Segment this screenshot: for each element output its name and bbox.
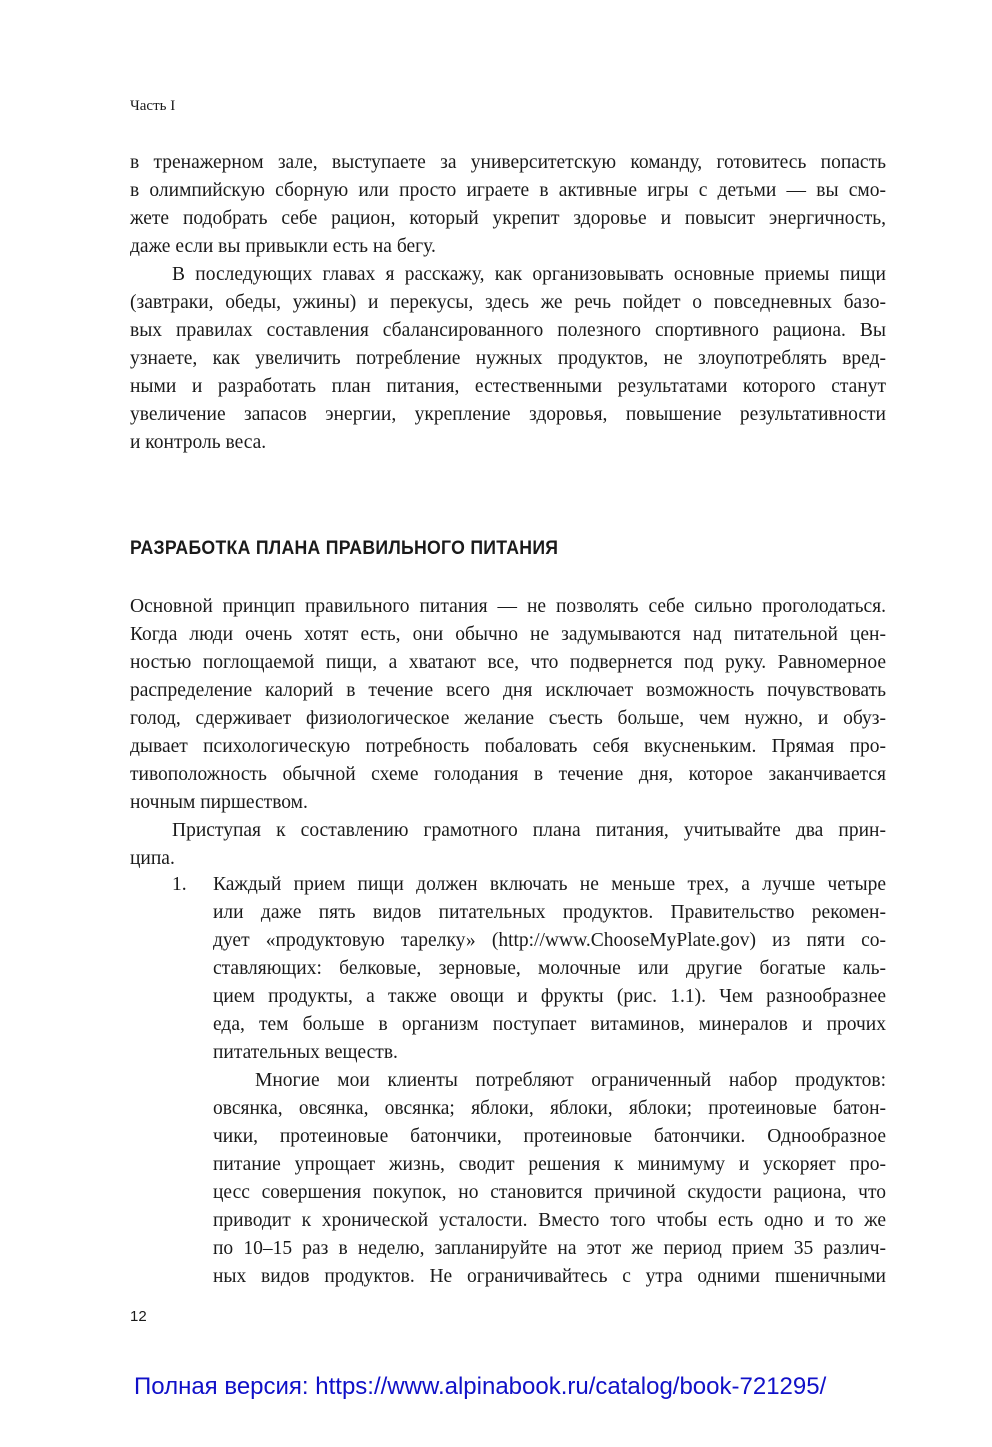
text-line: или даже пять видов питательных продуктов. Правительство рекомен- bbox=[213, 902, 886, 923]
text-line: дует «продуктовую тарелку» (http://www.ChooseMyPlate.gov) из пяти со- bbox=[213, 930, 886, 951]
text-line: голод, сдерживает физиологическое желание съесть больше, чем нужно, и обуз- bbox=[130, 708, 886, 729]
text-line: Основной принцип правильного питания — не позволять себе сильно проголодаться. bbox=[130, 596, 886, 617]
text-line: дывает психологическую потребность побаловать себя вкусненьким. Прямая про- bbox=[130, 736, 886, 757]
text-line: в тренажерном зале, выступаете за университетскую команду, готовитесь попасть bbox=[130, 152, 886, 173]
text-line: (завтраки, обеды, ужины) и перекусы, здесь же речь пойдет о повседневных базо- bbox=[130, 292, 886, 313]
full-version-link[interactable]: Полная версия: https://www.alpinabook.ru/catalog/book-721295/ bbox=[134, 1373, 827, 1400]
text-line: Каждый прием пищи должен включать не меньше трех, а лучше четыре bbox=[213, 874, 886, 895]
section-paragraph bbox=[130, 593, 886, 873]
text-line: ставляющих: белковые, зерновые, молочные или другие богатые каль- bbox=[213, 958, 886, 979]
text-line: жете подобрать себе рацион, который укрепит здоровье и повысит энергичность, bbox=[130, 208, 886, 229]
text-line: цесс совершения покупок, но становится причиной скудости рациона, что bbox=[213, 1182, 886, 1203]
text-line: Приступая к составлению грамотного плана питания, учитывайте два прин- bbox=[172, 820, 886, 841]
text-line: цием продукты, а также овощи и фрукты (рис. 1.1). Чем разнообразнее bbox=[213, 986, 886, 1007]
page-number: 12 bbox=[130, 1308, 147, 1325]
text-line: ностью поглощаемой пищи, а хватают все, что подвернется под руку. Равномерное bbox=[130, 652, 886, 673]
text-line: ципа. bbox=[130, 848, 175, 869]
text-line: узнаете, как увеличить потребление нужных продуктов, не злоупотреблять вред- bbox=[130, 348, 886, 369]
text-line: овсянка, овсянка, овсянка; яблоки, яблоки, яблоки; протеиновые батон- bbox=[213, 1098, 886, 1119]
list-item bbox=[213, 871, 886, 1291]
text-line: приводит к хронической усталости. Вместо того чтобы есть одно и то же bbox=[213, 1210, 886, 1231]
text-line: распределение калорий в течение всего дня исключает возможность почувствовать bbox=[130, 680, 886, 701]
running-head: Часть I bbox=[130, 98, 176, 114]
text-line: ночным пиршеством. bbox=[130, 792, 308, 813]
text-line: вых правилах составления сбалансированного полезного спортивного рациона. Вы bbox=[130, 320, 886, 341]
text-line: В последующих главах я расскажу, как организовывать основные приемы пищи bbox=[172, 264, 886, 285]
text-line: Многие мои клиенты потребляют ограниченный набор продуктов: bbox=[255, 1070, 886, 1091]
list-number: 1. bbox=[172, 874, 187, 895]
text-line: ными и разработать план питания, естественными результатами которого станут bbox=[130, 376, 886, 397]
intro-paragraph bbox=[130, 149, 886, 457]
section-heading: РАЗРАБОТКА ПЛАНА ПРАВИЛЬНОГО ПИТАНИЯ bbox=[130, 538, 559, 559]
text-line: в олимпийскую сборную или просто играете в активные игры с детьми — вы смо- bbox=[130, 180, 886, 201]
text-line: по 10–15 раз в неделю, запланируйте на этот же период прием 35 различ- bbox=[213, 1238, 886, 1259]
text-line: питательных веществ. bbox=[213, 1042, 398, 1063]
text-line: даже если вы привыкли есть на бегу. bbox=[130, 236, 436, 257]
text-line: тивоположность обычной схеме голодания в течение дня, которое заканчивается bbox=[130, 764, 886, 785]
text-line: и контроль веса. bbox=[130, 432, 267, 453]
text-line: увеличение запасов энергии, укрепление здоровья, повышение результативности bbox=[130, 404, 886, 425]
text-line: Когда люди очень хотят есть, они обычно не задумываются над питательной цен- bbox=[130, 624, 886, 645]
text-line: питание упрощает жизнь, сводит решения к минимуму и ускоряет про- bbox=[213, 1154, 886, 1175]
text-line: ных видов продуктов. Не ограничивайтесь с утра одними пшеничными bbox=[213, 1266, 886, 1287]
text-line: чики, протеиновые батончики, протеиновые батончики. Однообразное bbox=[213, 1126, 886, 1147]
text-line: еда, тем больше в организм поступает витаминов, минералов и прочих bbox=[213, 1014, 886, 1035]
